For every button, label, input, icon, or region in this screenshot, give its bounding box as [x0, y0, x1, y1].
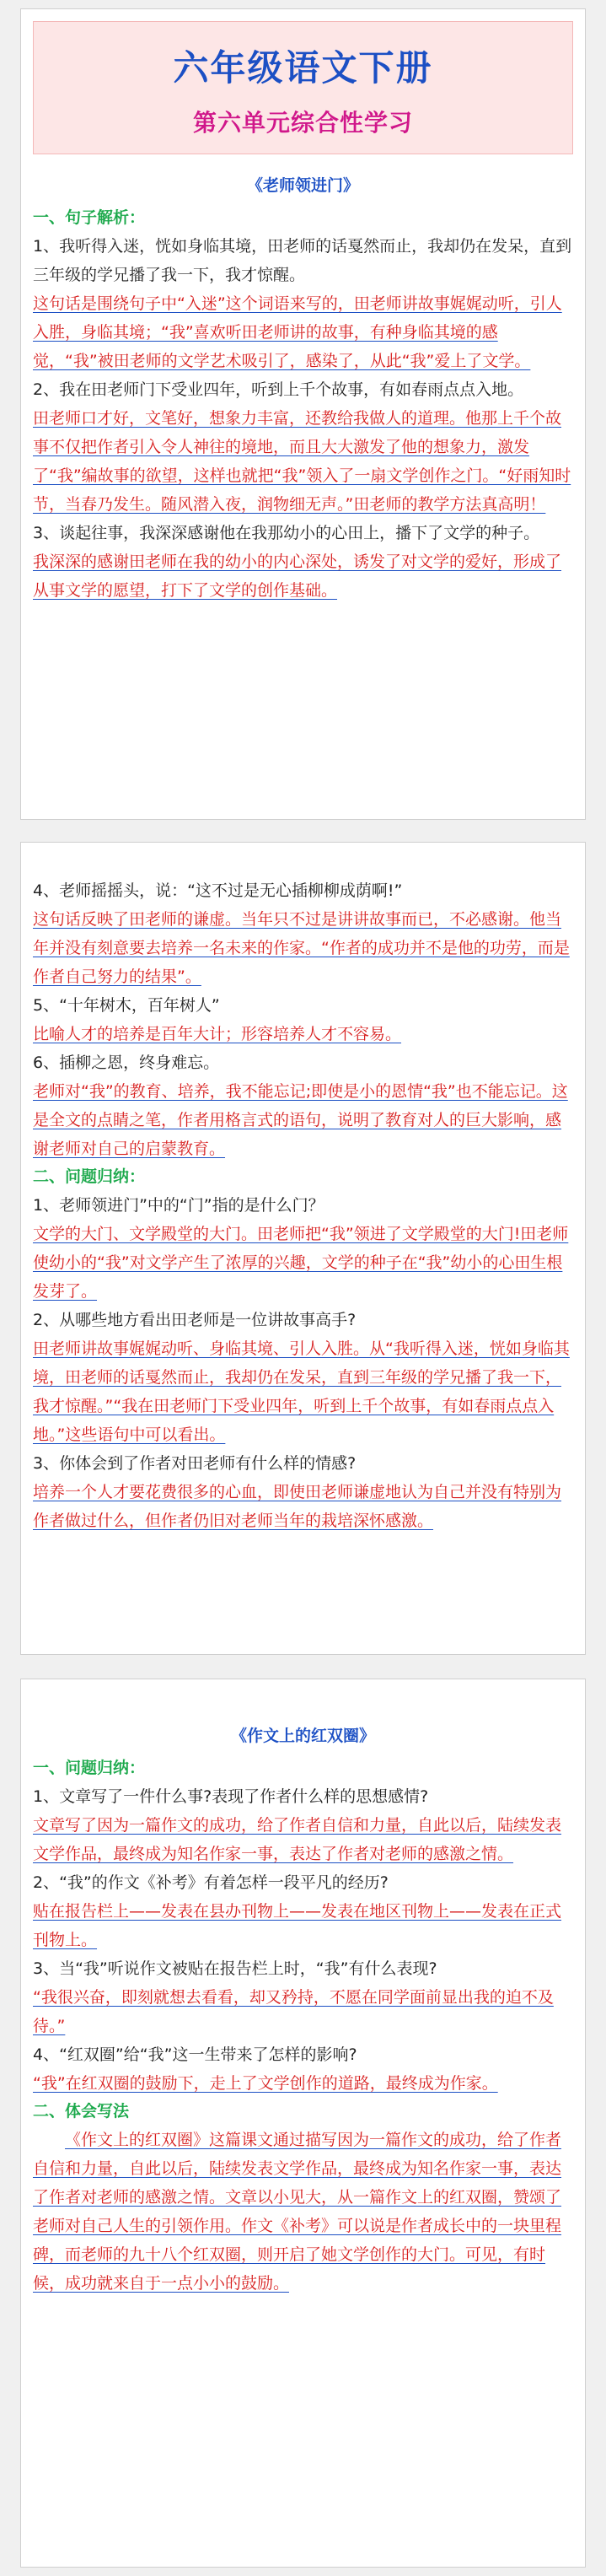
answer-text — [33, 1020, 573, 1048]
answer-text — [33, 1220, 573, 1306]
question-text: 5、“十年树木，百年树人” — [33, 996, 220, 1015]
page-3 — [20, 1679, 586, 2568]
section-heading: 一、句子解析： — [33, 208, 146, 227]
lesson-title-red-circle: 《作文上的红双圈》 — [230, 1727, 375, 1745]
section-heading: 二、问题归纳： — [33, 1167, 146, 1186]
question-text: 2、从哪些地方看出田老师是一位讲故事高手? — [33, 1311, 357, 1329]
page-title: 六年级语文下册 — [173, 47, 433, 89]
question-text: 3、当“我”听说作文被贴在报告栏上时，“我”有什么表现? — [33, 1959, 437, 1978]
answer-line: 培养一个人才要花费很多的心血，即使田老师谦虚地认为自己并没有特别为作者做过什么，但作者仍旧对老师当年的栽培深怀感激。 — [33, 1483, 562, 1530]
question-text: 1、老师领进门”中的“门”指的是什么门？ — [33, 1196, 324, 1215]
answer-text — [33, 905, 573, 991]
question-text: 2、“我”的作文《补考》有着怎样一段平凡的经历? — [33, 1873, 389, 1892]
question-text: 4、“红双圈”给“我”这一生带来了怎样的影响? — [33, 2045, 357, 2064]
question-text: 4、老师摇摇头，说：“这不过是无心插柳柳成荫啊!” — [33, 881, 403, 900]
answer-text — [33, 1811, 573, 1868]
answer-line: 比喻人才的培养是百年大计；形容培养人才不容易。 — [33, 1025, 402, 1043]
page-2 — [20, 842, 586, 1655]
page-subtitle: 第六单元综合性学习 — [192, 109, 413, 137]
answer-line: 这句话反映了田老师的谦虚。当年只不过是讲讲故事而已，不必感谢。他当年并没有刻意要去培养一名未来的作家。“作者的成功并不是他的功劳，而是作者自己努力的结果”。 — [33, 910, 570, 986]
answer-line: 我深深的感谢田老师在我的幼小的内心深处，诱发了对文学的爱好，形成了从事文学的愿望，打下了文学的创作基础。 — [33, 552, 562, 600]
answer-text — [33, 2126, 573, 2298]
answer-line: 文学的大门、文学殿堂的大门。田老师把“我”领进了文学殿堂的大门!田老师使幼小的“我”对文学产生了浓厚的兴趣，文学的种子在“我”幼小的心田生根发芽了。 — [33, 1225, 569, 1301]
answer-line: “我”在红双圈的鼓励下，走上了文学创作的道路，最终成为作家。 — [33, 2074, 498, 2093]
answer-text — [33, 1478, 573, 1535]
answer-text — [33, 1897, 573, 1954]
page-1 — [20, 8, 586, 820]
answer-line: 这句话是围绕句子中“入迷”这个词语来写的，田老师讲故事娓娓动听，引人入胜，身临其境；“我”喜欢听田老师讲的故事，有种身临其境的感觉，“我”被田老师的文学艺术吸引了，感染了，从此“我”爱上了文学。 — [33, 294, 562, 370]
lesson-title-teacher: 《老师领进门》 — [246, 176, 359, 195]
section-heading: 二、体会写法 — [33, 2102, 130, 2121]
answer-line: 田老师讲故事娓娓动听、身临其境、引人入胜。从“我听得入迷，恍如身临其境，田老师的话戛然而止，我却仍在发呆，直到三年级的学兄播了我一下，我才惊醒。”“我在田老师门下受业四年，听到上千个故事，有如春雨点点入地。”这些语句中可以看出。 — [33, 1339, 570, 1444]
header-banner — [33, 21, 573, 154]
answer-text — [33, 404, 573, 519]
question-text: 2、我在田老师门下受业四年，听到上千个故事，有如春雨点点入地。 — [33, 380, 524, 399]
section-heading: 一、问题归纳： — [33, 1759, 146, 1777]
answer-line: “我很兴奋，即刻就想去看看，却又矜持，不愿在同学面前显出我的迫不及待。” — [33, 1988, 554, 2035]
question-text: 1、文章写了一件什么事?表现了作者什么样的思想感情? — [33, 1787, 429, 1806]
question-text: 3、谈起往事，我深深感谢他在我那幼小的心田上，播下了文学的种子。 — [33, 524, 540, 542]
answer-line: 《作文上的红双圈》这篇课文通过描写因为一篇作文的成功，给了作者自信和力量，自此以后，陆续发表文学作品，最终成为知名作家一事，表达了作者对老师的感激之情。文章以小见大，从一篇作文上的红双圈，赞颂了老师对自己人生的引领作用。作文《补考》可以说是作者成长中的一块里程碑，而老师的九十八个红双圈，则开启了她文学创作的大门。可见，有时候，成功就来自于一点小小的鼓励。 — [33, 2131, 562, 2293]
answer-line: 老师对“我”的教育、培养，我不能忘记;即使是小的恩情“我”也不能忘记。这是全文的点睛之笔，作者用格言式的语句，说明了教育对人的巨大影响，感谢老师对自己的启蒙教育。 — [33, 1082, 568, 1158]
answer-text — [33, 1334, 573, 1449]
answer-text — [33, 289, 573, 375]
answer-line: 贴在报告栏上——发表在县办刊物上——发表在地区刊物上——发表在正式刊物上。 — [33, 1902, 562, 1949]
answer-text — [33, 1983, 573, 2040]
question-text: 3、你体会到了作者对田老师有什么样的情感? — [33, 1454, 357, 1473]
question-text: 6、插柳之恩，终身难忘。 — [33, 1054, 220, 1072]
answer-line: 田老师口才好，文笔好，想象力丰富，还教给我做人的道理。他那上千个故事不仅把作者引入令人神往的境地，而且大大激发了他的想象力，激发了“我”编故事的欲望，这样也就把“我”领入了一扇文学创作之门。“好雨知时节，当春乃发生。随风潜入夜，润物细无声。”田老师的教学方法真高明！ — [33, 409, 571, 514]
answer-text — [33, 547, 573, 605]
answer-line: 文章写了因为一篇作文的成功，给了作者自信和力量，自此以后，陆续发表文学作品，最终成为知名作家一事，表达了作者对老师的感激之情。 — [33, 1816, 562, 1863]
answer-text — [33, 1077, 573, 1163]
answer-text — [33, 2069, 573, 2098]
question-text: 1、我听得入迷，恍如身临其境，田老师的话戛然而止，我却仍在发呆，直到三年级的学兄播了我一下，我才惊醒。 — [33, 237, 572, 284]
